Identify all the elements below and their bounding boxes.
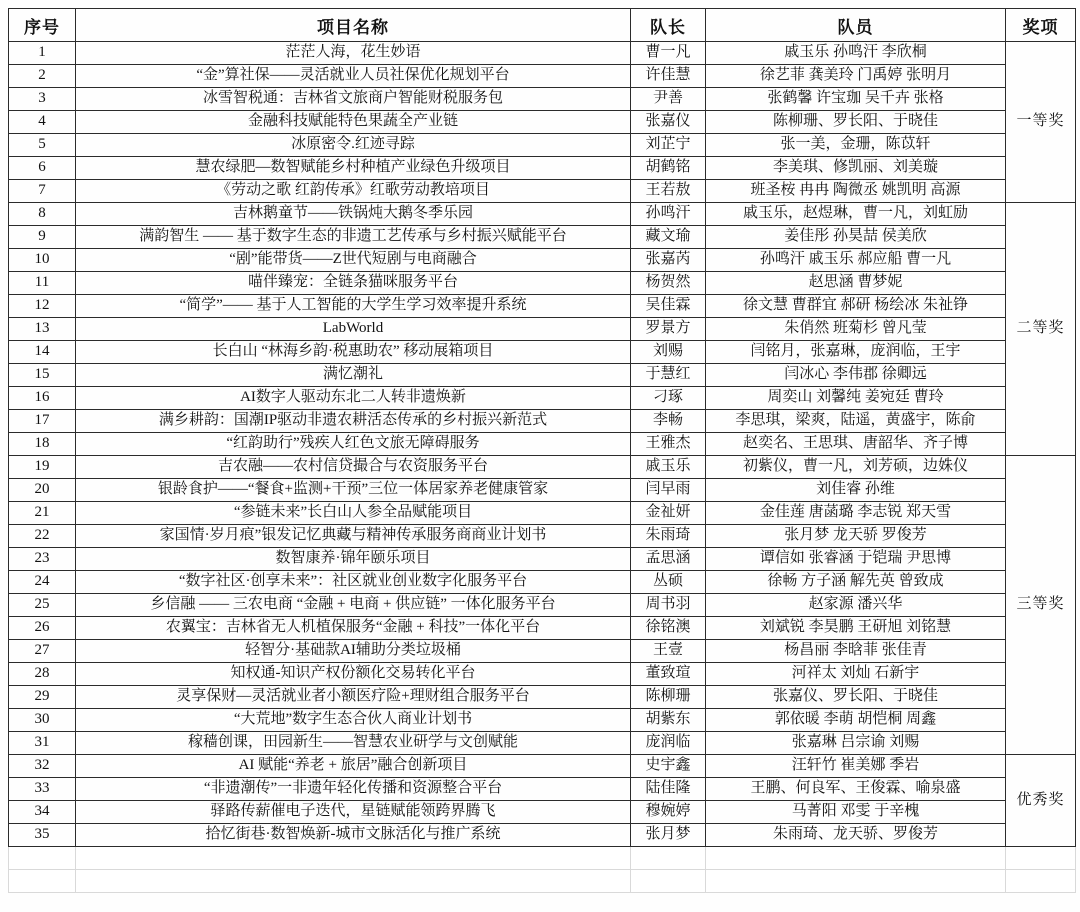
team-members: 汪轩竹 崔美娜 季岩 [706, 755, 1006, 778]
row-number: 15 [9, 364, 76, 387]
project-name: 满乡耕韵：国潮IP驱动非遗农耕活态传承的乡村振兴新范式 [76, 410, 631, 433]
team-members: 朱俏然 班菊杉 曾凡莹 [706, 318, 1006, 341]
row-number: 26 [9, 617, 76, 640]
table-row [9, 801, 1076, 824]
table-row [9, 732, 1076, 755]
project-name: 灵享保财—灵活就业者小额医疗险+理财组合服务平台 [76, 686, 631, 709]
project-name: 家国情·岁月痕”银发记忆典藏与精神传承服务商商业计划书 [76, 525, 631, 548]
team-leader: 张嘉芮 [631, 249, 706, 272]
empty-cell [9, 847, 76, 870]
project-name: 乡信融 —— 三农电商 “金融 + 电商 + 供应链” 一体化服务平台 [76, 594, 631, 617]
project-name: 拾忆街巷·数智焕新-城市文脉活化与推广系统 [76, 824, 631, 847]
project-name: 银龄食护——“餐食+监测+干预”三位一体居家养老健康管家 [76, 479, 631, 502]
row-number: 21 [9, 502, 76, 525]
table-row [9, 272, 1076, 295]
team-members: 闫冰心 李伟郡 徐卿远 [706, 364, 1006, 387]
row-number: 6 [9, 157, 76, 180]
empty-cell [1006, 870, 1076, 893]
table-row [9, 111, 1076, 134]
project-name: “大荒地”数字生态合伙人商业计划书 [76, 709, 631, 732]
project-name: “非遗潮传”一非遗年轻化传播和资源整合平台 [76, 778, 631, 801]
row-number: 13 [9, 318, 76, 341]
empty-cell [631, 847, 706, 870]
table-row [9, 755, 1076, 778]
row-number: 27 [9, 640, 76, 663]
row-number: 4 [9, 111, 76, 134]
header-team-members: 队员 [706, 9, 1006, 42]
award-cell: 二等奖 [1006, 203, 1076, 456]
team-members: 陈柳珊、罗长阳、于晓佳 [706, 111, 1006, 134]
project-name: 数智康养·锦年颐乐项目 [76, 548, 631, 571]
team-leader: 胡鹤铭 [631, 157, 706, 180]
project-name: 驿路传薪催电子迭代，星链赋能领跨界腾飞 [76, 801, 631, 824]
row-number: 11 [9, 272, 76, 295]
row-number: 14 [9, 341, 76, 364]
row-number: 25 [9, 594, 76, 617]
project-name: 稼穑创课，田园新生——智慧农业研学与文创赋能 [76, 732, 631, 755]
row-number: 30 [9, 709, 76, 732]
table-row [9, 502, 1076, 525]
team-leader: 王壹 [631, 640, 706, 663]
team-leader: 李畅 [631, 410, 706, 433]
team-members: 张一美，金珊，陈苡轩 [706, 134, 1006, 157]
table-row [9, 663, 1076, 686]
team-leader: 王雅杰 [631, 433, 706, 456]
award-results-table [8, 8, 1076, 893]
row-number: 2 [9, 65, 76, 88]
team-members: 戚玉乐，赵煜琳，曹一凡，刘虹励 [706, 203, 1006, 226]
project-name: 轻智分·基础款AI辅助分类垃圾桶 [76, 640, 631, 663]
empty-cell [706, 847, 1006, 870]
team-members: 闫铭月，张嘉琳，庞润临，王宇 [706, 341, 1006, 364]
project-name: 吉农融——农村信贷撮合与农资服务平台 [76, 456, 631, 479]
team-members: 张嘉琳 吕宗谕 刘赐 [706, 732, 1006, 755]
table-row [9, 180, 1076, 203]
empty-cell [706, 870, 1006, 893]
team-leader: 庞润临 [631, 732, 706, 755]
team-leader: 刘芷宁 [631, 134, 706, 157]
header-award: 奖项 [1006, 9, 1076, 42]
team-leader: 张月梦 [631, 824, 706, 847]
award-cell: 一等奖 [1006, 42, 1076, 203]
project-name: LabWorld [76, 318, 631, 341]
team-leader: 于慧红 [631, 364, 706, 387]
team-leader: 戚玉乐 [631, 456, 706, 479]
row-number: 24 [9, 571, 76, 594]
empty-cell [1006, 847, 1076, 870]
team-members: 孙鸣汗 戚玉乐 郝应船 曹一凡 [706, 249, 1006, 272]
row-number: 28 [9, 663, 76, 686]
project-name: 金融科技赋能特色果蔬全产业链 [76, 111, 631, 134]
team-members: 徐畅 方子涵 解先英 曾致成 [706, 571, 1006, 594]
row-number: 16 [9, 387, 76, 410]
team-members: 张嘉仪、罗长阳、于晓佳 [706, 686, 1006, 709]
team-members: 刘佳睿 孙维 [706, 479, 1006, 502]
row-number: 29 [9, 686, 76, 709]
row-number: 8 [9, 203, 76, 226]
row-number: 35 [9, 824, 76, 847]
team-members: 谭信如 张睿涵 于铠瑞 尹思博 [706, 548, 1006, 571]
table-row [9, 42, 1076, 65]
team-members: 张鹤馨 许宝珈 吴千卉 张格 [706, 88, 1006, 111]
table-row [9, 226, 1076, 249]
row-number: 17 [9, 410, 76, 433]
project-name: 长白山 “林海乡韵·税惠助农” 移动展箱项目 [76, 341, 631, 364]
team-leader: 孙鸣汗 [631, 203, 706, 226]
project-name: AI数字人驱动东北二人转非遗焕新 [76, 387, 631, 410]
table-row [9, 548, 1076, 571]
table-row [9, 640, 1076, 663]
row-number: 7 [9, 180, 76, 203]
project-name: 满韵智生 —— 基于数字生态的非遗工艺传承与乡村振兴赋能平台 [76, 226, 631, 249]
table-row [9, 318, 1076, 341]
row-number: 23 [9, 548, 76, 571]
project-name: 满忆潮礼 [76, 364, 631, 387]
table-row [9, 617, 1076, 640]
row-number: 1 [9, 42, 76, 65]
table-row [9, 295, 1076, 318]
team-members: 王鹏、何良军、王俊霖、喻泉盛 [706, 778, 1006, 801]
team-members: 刘斌锐 李昊鹏 王研旭 刘铭慧 [706, 617, 1006, 640]
project-name: “简学”—— 基于人工智能的大学生学习效率提升系统 [76, 295, 631, 318]
row-number: 33 [9, 778, 76, 801]
table-row [9, 410, 1076, 433]
row-number: 18 [9, 433, 76, 456]
team-leader: 闫早雨 [631, 479, 706, 502]
table-row [9, 571, 1076, 594]
row-number: 9 [9, 226, 76, 249]
project-name: “金”算社保——灵活就业人员社保优化规划平台 [76, 65, 631, 88]
header-index: 序号 [9, 9, 76, 42]
table-row [9, 157, 1076, 180]
team-members: 金佳莲 唐菡璐 李志锐 郑天雪 [706, 502, 1006, 525]
project-name: 茫茫人海，花生妙语 [76, 42, 631, 65]
team-leader: 曹一凡 [631, 42, 706, 65]
table-row [9, 249, 1076, 272]
team-members: 徐文慧 曹群宜 郝研 杨绘冰 朱祉铮 [706, 295, 1006, 318]
team-leader: 穆婉婷 [631, 801, 706, 824]
row-number: 22 [9, 525, 76, 548]
team-members: 马菁阳 邓雯 于辛槐 [706, 801, 1006, 824]
team-leader: 史宇鑫 [631, 755, 706, 778]
team-leader: 许佳慧 [631, 65, 706, 88]
empty-cell [9, 870, 76, 893]
team-members: 李美琪、修凯丽、刘美璇 [706, 157, 1006, 180]
team-leader: 尹善 [631, 88, 706, 111]
team-members: 杨昌丽 李晗菲 张佳青 [706, 640, 1006, 663]
table-row [9, 709, 1076, 732]
header-row [9, 9, 1076, 42]
award-cell: 三等奖 [1006, 456, 1076, 755]
project-name: 农翼宝：吉林省无人机植保服务“金融 + 科技”一体化平台 [76, 617, 631, 640]
row-number: 32 [9, 755, 76, 778]
team-leader: 陈柳珊 [631, 686, 706, 709]
project-name: 《劳动之歌 红韵传承》红歌劳动教培项目 [76, 180, 631, 203]
team-members: 赵家源 潘兴华 [706, 594, 1006, 617]
table-header [9, 9, 1076, 42]
empty-row [9, 847, 1076, 870]
team-members: 赵奕名、王思琪、唐韶华、齐子博 [706, 433, 1006, 456]
team-members: 姜佳彤 孙昊喆 侯美欣 [706, 226, 1006, 249]
team-leader: 吴佳霖 [631, 295, 706, 318]
header-team-leader: 队长 [631, 9, 706, 42]
project-name: 喵伴臻宠：全链条猫咪服务平台 [76, 272, 631, 295]
team-leader: 金祉妍 [631, 502, 706, 525]
project-name: “红韵助行”残疾人红色文旅无障碍服务 [76, 433, 631, 456]
team-leader: 陆佳隆 [631, 778, 706, 801]
team-leader: 罗景方 [631, 318, 706, 341]
row-number: 34 [9, 801, 76, 824]
team-members: 河祥太 刘灿 石新宇 [706, 663, 1006, 686]
table-row [9, 594, 1076, 617]
team-leader: 董致瑄 [631, 663, 706, 686]
project-name: 知权通-知识产权份额化交易转化平台 [76, 663, 631, 686]
team-leader: 杨贺然 [631, 272, 706, 295]
team-leader: 刁琢 [631, 387, 706, 410]
team-members: 徐艺菲 龚美玲 门禹婷 张明月 [706, 65, 1006, 88]
project-name: “剧”能带货——Z世代短剧与电商融合 [76, 249, 631, 272]
team-leader: 朱雨琦 [631, 525, 706, 548]
team-members: 周奕山 刘馨纯 姜宛廷 曹玲 [706, 387, 1006, 410]
team-members: 朱雨琦、龙天骄、罗俊芳 [706, 824, 1006, 847]
team-leader: 胡紫东 [631, 709, 706, 732]
table-row [9, 65, 1076, 88]
empty-cell [76, 847, 631, 870]
row-number: 10 [9, 249, 76, 272]
table-row [9, 525, 1076, 548]
row-number: 19 [9, 456, 76, 479]
table-row [9, 134, 1076, 157]
table-body [9, 42, 1076, 893]
table-row [9, 364, 1076, 387]
project-name: “数字社区·创享未来”：社区就业创业数字化服务平台 [76, 571, 631, 594]
team-members: 张月梦 龙天骄 罗俊芳 [706, 525, 1006, 548]
team-leader: 丛硕 [631, 571, 706, 594]
project-name: “参链未来”长白山人参全品赋能项目 [76, 502, 631, 525]
table-row [9, 686, 1076, 709]
project-name: AI 赋能“养老 + 旅居”融合创新项目 [76, 755, 631, 778]
team-members: 初紫仪，曹一凡，刘芳硕，边姝仪 [706, 456, 1006, 479]
team-leader: 藏文瑜 [631, 226, 706, 249]
table-row [9, 387, 1076, 410]
row-number: 3 [9, 88, 76, 111]
table-row [9, 88, 1076, 111]
header-project-name: 项目名称 [76, 9, 631, 42]
empty-cell [631, 870, 706, 893]
team-leader: 孟思涵 [631, 548, 706, 571]
project-name: 冰原密令.红迹寻踪 [76, 134, 631, 157]
award-cell: 优秀奖 [1006, 755, 1076, 847]
team-leader: 周书羽 [631, 594, 706, 617]
team-members: 班圣桉 冉冉 陶微丞 姚凯明 高源 [706, 180, 1006, 203]
team-members: 李思琪，梁爽，陆遥，黄盛宇，陈俞 [706, 410, 1006, 433]
results-sheet [8, 8, 1076, 893]
project-name: 吉林鹅童节——铁锅炖大鹅冬季乐园 [76, 203, 631, 226]
row-number: 12 [9, 295, 76, 318]
table-row [9, 203, 1076, 226]
project-name: 冰雪智税通：吉林省文旅商户智能财税服务包 [76, 88, 631, 111]
team-members: 郭依暖 李萌 胡恺桐 周鑫 [706, 709, 1006, 732]
row-number: 5 [9, 134, 76, 157]
table-row [9, 456, 1076, 479]
team-leader: 刘赐 [631, 341, 706, 364]
team-leader: 张嘉仪 [631, 111, 706, 134]
empty-cell [76, 870, 631, 893]
table-row [9, 341, 1076, 364]
table-row [9, 824, 1076, 847]
table-row [9, 778, 1076, 801]
project-name: 慧农绿肥—数智赋能乡村种植产业绿色升级项目 [76, 157, 631, 180]
table-row [9, 433, 1076, 456]
row-number: 31 [9, 732, 76, 755]
team-members: 赵思涵 曹梦妮 [706, 272, 1006, 295]
team-leader: 王若敖 [631, 180, 706, 203]
team-members: 戚玉乐 孙鸣汗 李欣桐 [706, 42, 1006, 65]
table-row [9, 479, 1076, 502]
empty-row [9, 870, 1076, 893]
team-leader: 徐铭澳 [631, 617, 706, 640]
row-number: 20 [9, 479, 76, 502]
